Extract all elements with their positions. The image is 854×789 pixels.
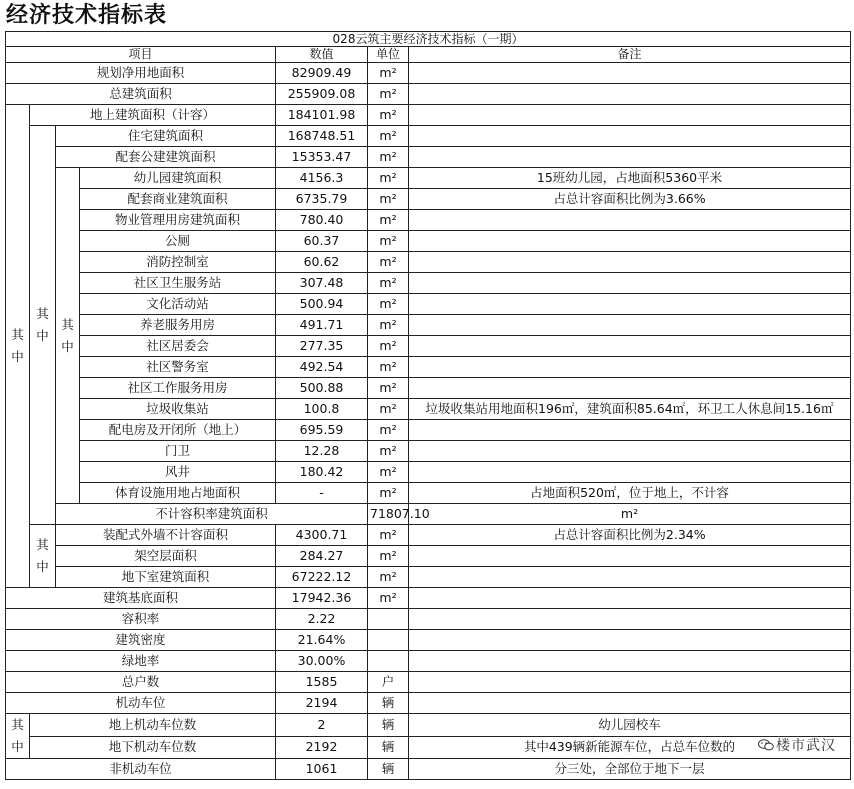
- row-name: 建筑基底面积: [6, 588, 276, 609]
- row-note: [409, 462, 851, 483]
- row-name: 配套公建建筑面积: [56, 147, 276, 168]
- row-unit: [368, 651, 409, 672]
- row-name: 规划净用地面积: [6, 63, 276, 84]
- row-note: [409, 126, 851, 147]
- economic-indicator-table: [5, 31, 851, 780]
- group-label-qizhong: 其 中: [6, 714, 30, 759]
- row-unit: m²: [368, 63, 409, 84]
- row-note: [409, 231, 851, 252]
- row-note: [409, 315, 851, 336]
- row-note: 其中439辆新能源车位，占总车位数的 楼市武汉: [409, 736, 851, 759]
- row-unit: m²: [368, 294, 409, 315]
- row-value: 1585: [276, 672, 368, 693]
- row-unit: m²: [368, 483, 409, 504]
- table-row: [6, 252, 851, 273]
- header-unit: 单位: [368, 47, 409, 63]
- row-value: 2192: [276, 736, 368, 759]
- row-note: 占地面积520㎡，位于地上，不计容: [409, 483, 851, 504]
- row-unit: m²: [368, 189, 409, 210]
- table-row: [6, 759, 851, 780]
- header-note: 备注: [409, 47, 851, 63]
- row-value: 780.40: [276, 210, 368, 231]
- row-note: 分三处，全部位于地下一层: [409, 759, 851, 780]
- row-value: 307.48: [276, 273, 368, 294]
- row-name: 地上建筑面积（计容）: [30, 105, 276, 126]
- row-name: 绿地率: [6, 651, 276, 672]
- table-caption-row: [6, 32, 851, 47]
- row-unit: m²: [368, 546, 409, 567]
- row-note: 占总计容面积比例为2.34%: [409, 525, 851, 546]
- row-value: 71807.10: [368, 504, 409, 525]
- table-row: [6, 462, 851, 483]
- row-unit: m²: [368, 399, 409, 420]
- row-name: 门卫: [80, 441, 276, 462]
- row-value: 82909.49: [276, 63, 368, 84]
- table-row: [6, 399, 851, 420]
- row-note: [409, 273, 851, 294]
- watermark-text: 楼市武汉: [776, 737, 837, 754]
- table-row: [6, 273, 851, 294]
- row-name: 公厕: [80, 231, 276, 252]
- row-value: 4156.3: [276, 168, 368, 189]
- row-value: 12.28: [276, 441, 368, 462]
- row-value: 168748.51: [276, 126, 368, 147]
- table-caption: 028云筑主要经济技术指标（一期）: [6, 32, 851, 47]
- row-unit: m²: [368, 84, 409, 105]
- row-note: [409, 84, 851, 105]
- row-note: 占总计容面积比例为3.66%: [409, 189, 851, 210]
- table-row: [6, 231, 851, 252]
- row-name: 架空层面积: [56, 546, 276, 567]
- row-note: [409, 588, 851, 609]
- row-value: -: [276, 483, 368, 504]
- table-row: [6, 147, 851, 168]
- group-label-qizhong: 其 中: [30, 126, 56, 525]
- table-row: [6, 168, 851, 189]
- row-name: 幼儿园建筑面积: [80, 168, 276, 189]
- row-note: [409, 63, 851, 84]
- row-unit: m²: [368, 252, 409, 273]
- row-name: 社区居委会: [80, 336, 276, 357]
- header-item: 项目: [6, 47, 276, 63]
- row-note: [409, 567, 851, 588]
- table-row: [6, 105, 851, 126]
- table-row: [6, 441, 851, 462]
- table-row: [6, 588, 851, 609]
- row-unit: m²: [368, 525, 409, 546]
- row-note: [409, 420, 851, 441]
- row-value: 17942.36: [276, 588, 368, 609]
- row-unit: 辆: [368, 759, 409, 780]
- row-name: 地下室建筑面积: [56, 567, 276, 588]
- table-row: [6, 609, 851, 630]
- row-name: 文化活动站: [80, 294, 276, 315]
- row-name: 总建筑面积: [6, 84, 276, 105]
- row-note: [409, 147, 851, 168]
- row-note: [409, 378, 851, 399]
- header-value: 数值: [276, 47, 368, 63]
- table-row: [6, 525, 851, 546]
- row-unit: m²: [368, 588, 409, 609]
- row-value: 180.42: [276, 462, 368, 483]
- row-name: 消防控制室: [80, 252, 276, 273]
- group-label-qizhong: 其 中: [56, 168, 80, 504]
- row-note: [409, 105, 851, 126]
- row-value: 60.62: [276, 252, 368, 273]
- table-row: [6, 693, 851, 714]
- row-value: 67222.12: [276, 567, 368, 588]
- table-row: [6, 672, 851, 693]
- row-name: 非机动车位: [6, 759, 276, 780]
- row-name: 垃圾收集站: [80, 399, 276, 420]
- row-name: 地下机动车位数: [30, 736, 276, 759]
- row-unit: m²: [368, 336, 409, 357]
- row-note: [409, 210, 851, 231]
- row-unit: 户: [368, 672, 409, 693]
- row-unit: m²: [368, 567, 409, 588]
- row-value: 1061: [276, 759, 368, 780]
- table-row: [6, 546, 851, 567]
- row-name: 配套商业建筑面积: [80, 189, 276, 210]
- row-unit: m²: [368, 126, 409, 147]
- table-row: [6, 736, 851, 759]
- row-name: 机动车位: [6, 693, 276, 714]
- row-value: 500.94: [276, 294, 368, 315]
- row-value: 60.37: [276, 231, 368, 252]
- table-row: [6, 567, 851, 588]
- row-unit: m²: [368, 147, 409, 168]
- row-name: 物业管理用房建筑面积: [80, 210, 276, 231]
- table-row: [6, 483, 851, 504]
- row-value: 255909.08: [276, 84, 368, 105]
- row-unit: m²: [409, 504, 851, 525]
- row-note: [409, 252, 851, 273]
- row-value: 2: [276, 714, 368, 737]
- group-label-qizhong: 其 中: [30, 525, 56, 588]
- row-value: 277.35: [276, 336, 368, 357]
- row-value: 6735.79: [276, 189, 368, 210]
- row-name: 体育设施用地占地面积: [80, 483, 276, 504]
- row-note: [409, 630, 851, 651]
- row-unit: 辆: [368, 714, 409, 737]
- row-name: 社区卫生服务站: [80, 273, 276, 294]
- row-name: 住宅建筑面积: [56, 126, 276, 147]
- row-note: [409, 609, 851, 630]
- row-value: 184101.98: [276, 105, 368, 126]
- row-value: 4300.71: [276, 525, 368, 546]
- row-value: 30.00%: [276, 651, 368, 672]
- row-note: [409, 651, 851, 672]
- page-title: 经济技术指标表: [6, 3, 168, 28]
- row-note: 垃圾收集站用地面积196㎡，建筑面积85.64㎡，环卫工人休息间15.16㎡: [409, 399, 851, 420]
- table-row: [6, 378, 851, 399]
- table-row: [6, 420, 851, 441]
- row-note: [409, 672, 851, 693]
- row-unit: m²: [368, 168, 409, 189]
- table-row: [6, 651, 851, 672]
- table-row: [6, 84, 851, 105]
- row-value: 21.64%: [276, 630, 368, 651]
- row-unit: m²: [368, 210, 409, 231]
- table-row: [6, 336, 851, 357]
- row-unit: m²: [368, 231, 409, 252]
- row-unit: m²: [368, 357, 409, 378]
- row-note: [409, 546, 851, 567]
- row-name: 装配式外墙不计容面积: [56, 525, 276, 546]
- row-unit: 辆: [368, 736, 409, 759]
- table-row: [6, 315, 851, 336]
- table-row: [6, 210, 851, 231]
- row-name: 社区警务室: [80, 357, 276, 378]
- row-value: 2.22: [276, 609, 368, 630]
- table-row: [6, 504, 851, 525]
- table-row: [6, 714, 851, 737]
- row-name: 不计容积率建筑面积: [56, 504, 368, 525]
- table-header-row: [6, 47, 851, 63]
- row-note: [409, 357, 851, 378]
- row-value: 100.8: [276, 399, 368, 420]
- row-note: [409, 693, 851, 714]
- table-row: [6, 294, 851, 315]
- row-value: 284.27: [276, 546, 368, 567]
- row-unit: m²: [368, 315, 409, 336]
- wechat-icon: [758, 739, 774, 751]
- row-name: 总户数: [6, 672, 276, 693]
- row-note: [409, 294, 851, 315]
- row-note: 15班幼儿园，占地面积5360平米: [409, 168, 851, 189]
- table-row: [6, 357, 851, 378]
- row-note: 幼儿园校车: [409, 714, 851, 737]
- table-row: [6, 630, 851, 651]
- row-name: 配电房及开闭所（地上）: [80, 420, 276, 441]
- row-name: 养老服务用房: [80, 315, 276, 336]
- row-value: 695.59: [276, 420, 368, 441]
- row-name: 建筑密度: [6, 630, 276, 651]
- table-row: [6, 189, 851, 210]
- row-unit: m²: [368, 420, 409, 441]
- row-name: 风井: [80, 462, 276, 483]
- row-value: 2194: [276, 693, 368, 714]
- row-unit: [368, 630, 409, 651]
- row-unit: 辆: [368, 693, 409, 714]
- row-note: [409, 336, 851, 357]
- row-name: 地上机动车位数: [30, 714, 276, 737]
- table-row: [6, 126, 851, 147]
- row-name: 社区工作服务用房: [80, 378, 276, 399]
- row-unit: m²: [368, 273, 409, 294]
- row-unit: m²: [368, 441, 409, 462]
- row-name: 容积率: [6, 609, 276, 630]
- row-value: 491.71: [276, 315, 368, 336]
- table-row: [6, 63, 851, 84]
- group-label-qizhong: 其 中: [6, 105, 30, 588]
- row-note: [409, 441, 851, 462]
- row-unit: m²: [368, 105, 409, 126]
- watermark: [758, 739, 836, 753]
- row-value: 15353.47: [276, 147, 368, 168]
- row-value: 492.54: [276, 357, 368, 378]
- row-value: 500.88: [276, 378, 368, 399]
- row-unit: m²: [368, 462, 409, 483]
- row-unit: m²: [368, 378, 409, 399]
- row-unit: [368, 609, 409, 630]
